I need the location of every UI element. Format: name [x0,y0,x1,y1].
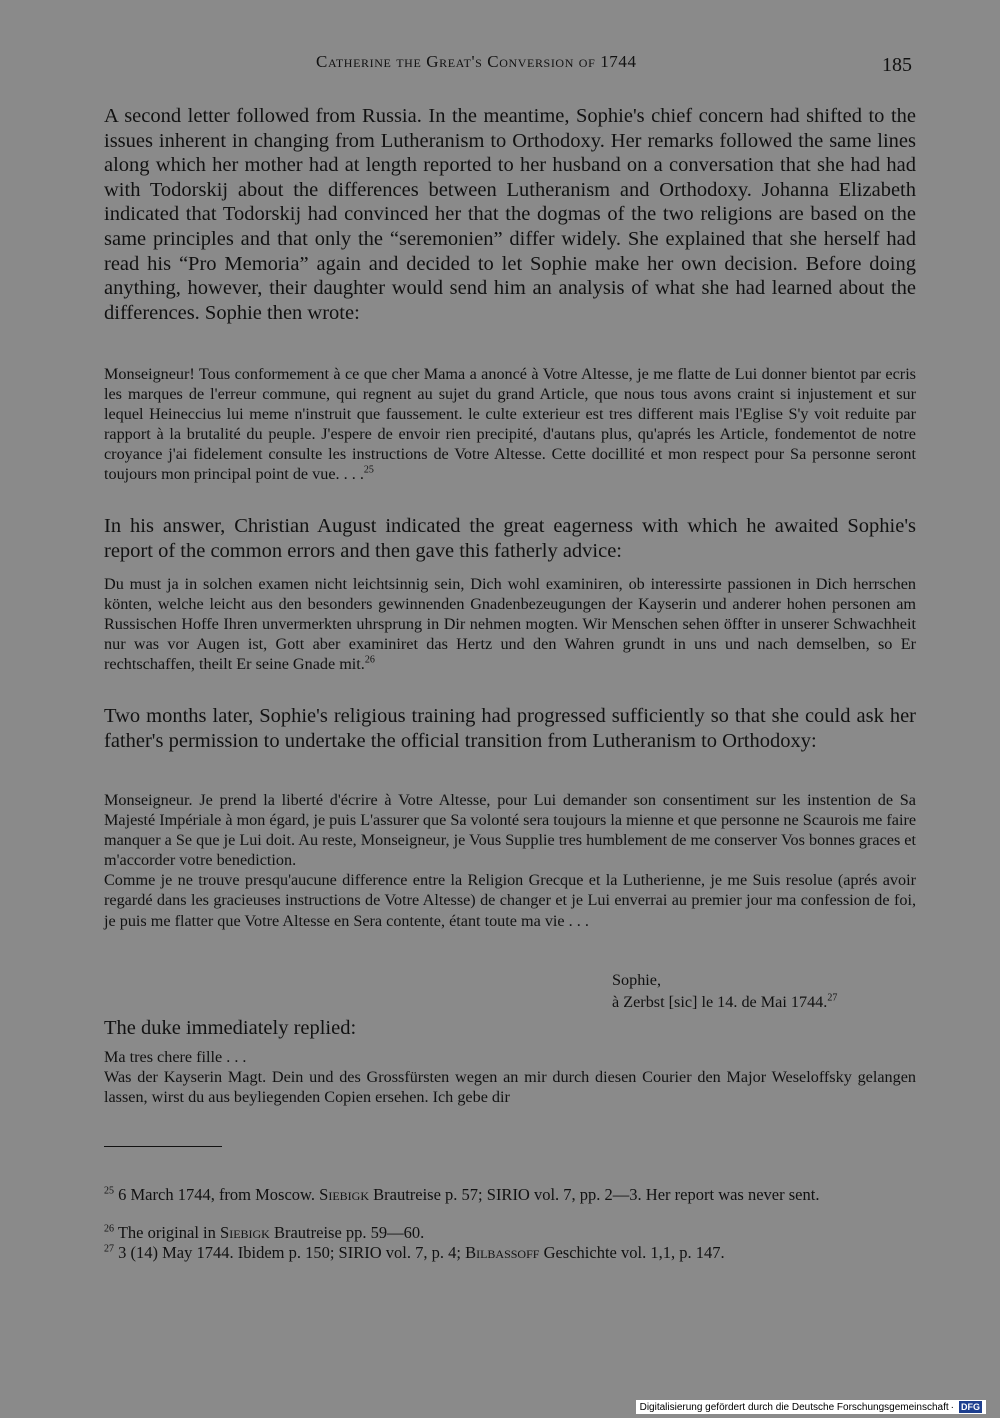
quote-block-4 [104,1047,916,1107]
footnote-divider [104,1146,222,1147]
signature-name: Sophie, [612,971,662,989]
paragraph-2 [104,514,916,563]
paragraph-4 [104,1016,916,1041]
digitization-credit-bar: Digitalisierung gefördert durch die Deutsche Forschungsgemeinschaft · DFG [636,1400,986,1414]
quote-block-1 [104,364,916,485]
credit-text: Digitalisierung gefördert durch die Deutsche Forschungsgemeinschaft [639,1401,949,1413]
footnote-ref-26[interactable]: 26 [364,654,375,666]
dfg-logo-icon: DFG [961,1402,980,1412]
quote-text: Monseigneur. Je prend la liberté d'écrire à Votre Altesse, pour Lui demander son consentiment sur les instention de Sa Majesté Impériale à mon égard, je puis L'assurer que Sa volonté sera toujours la mienne et que personne ne Scaurois me faire manquer a Se que je Lui doit. Au reste, Monseigneur, je Vous Supplie tres humblement de me conserver Vos bonnes graces et m'accorder votre benediction. [104,791,917,870]
page-number: 185 [882,54,912,76]
paragraph-3 [104,704,916,753]
quote-text: Was der Kayserin Magt. Dein und des Grossfürsten wegen an mir durch diesen Courier den Major Weseloffsky gelangen lassen, wirst du aus beyliegenden Copien ersehen. Ich gebe dir [104,1068,916,1107]
footnote-ref-27[interactable]: 27 [827,992,838,1004]
paragraph-text: In his answer, Christian August indicated the great eagerness with which he awaited Sophie's report of the common errors and then gave this fatherly advice: [104,515,916,562]
paragraph-text: Two months later, Sophie's religious training had progressed sufficiently so that she could ask her father's permission to undertake the official transition from Lutheranism to Orthodoxy: [104,705,916,752]
quote-text: Ma tres chere fille . . . [104,1048,247,1066]
footnote-26: $^{26}$ The original in Siebigk Brautreise pp. 59—60. [104,1223,425,1242]
quote-text: Du must ja in solchen examen nicht leichtsinnig sein, Dich wohl examiniren, ob interessirte passionen in Dich herrschen könten, welche leicht aus den besonders gewinnenden Gnadenbezeugungen der Kayserin und anderer hohen personen am Russischen Hoffe Ihren unvermerkten uhrsprung in Dir nehmen mogten. Wir Menschen sehen öffter in unserer Schwachheit nur was vor Augen ist, Gott aber examiniret das Hertz und den Wahren grundt in uns und nach demselben, so Er rechtschaffen, theilt Er seine Gnade mit. [104,575,916,674]
quote-text: Monseigneur! Tous conformement à ce que cher Mama a anoncé à Votre Altesse, je me flatte de Lui donner bientot par ecris les marques de l'erreur commune, qui regnent au sujet du grand Article, que nous tous avons craint si injustement et sur lequel Heineccius lui meme n'instruit que faussement. le culte exterieur est tres different mais l'Eglise S'y voit reduite par rapport à la brutalité du peuple. J'espere de envoir rien precipité, d'autans plus, qu'aprés les Article, fondementot de notre croyance j'ai fidelement consulte les instructions de Votre Altesse. Cette docillité et mon respect pour Sa personne seront toujours mon principal point de vue. . . . [104,365,916,484]
paragraph-text: A second letter followed from Russia. In the meantime, Sophie's chief concern had shifted to the issues inherent in changing from Lutheranism to Orthodoxy. Her remarks followed the same lines along which her mother had at length reported to her husband on a conversation that she had had with Todorskij about the differences between Lutheranism and Orthodoxy. Johanna Elizabeth indicated that Todorskij had convinced her that the dogmas of the two religions are based on the same principles and that only the “seremonien” differ widely. She explained that she herself had read his “Pro Memoria” again and decided to let Sophie make her own decision. Before doing anything, however, their daughter would send him an analysis of what she had learned about the differences. Sophie then wrote: [104,105,916,324]
footnote-27: $^{27}$ 3 (14) May 1744. Ibidem p. 150; SIRIO vol. 7, p. 4; Bilbassoff Geschichte vol. 1,1, p. 147. [104,1243,725,1262]
signature-place-date: à Zerbst [sic] le 14. de Mai 1744.27 [612,992,838,1011]
running-title: Catherine the Great's Conversion of 1744 [316,52,637,71]
paragraph-text: The duke immediately replied: [104,1017,357,1039]
paragraph-1 [104,104,916,325]
quote-block-3 [104,790,916,931]
quote-block-2 [104,574,916,674]
footnote-ref-25[interactable]: 25 [363,465,374,477]
footnote-25: $^{25}$ 6 March 1744, from Moscow. Siebigk Brautreise p. 57; SIRIO vol. 7, pp. 2—3. Her report was never sent. [104,1185,820,1204]
quote-text: Comme je ne trouve presqu'aucune difference entre la Religion Grecque et la Lutherienne, je me Suis resolue (aprés avoir regardé dans les gracieuses instructions de Votre Altesse) de changer et je Lui enverrai au premier jour ma confession de foi, je puis me flatter que Votre Altesse en Sera contente, étant toute ma vie . . . [104,871,916,930]
